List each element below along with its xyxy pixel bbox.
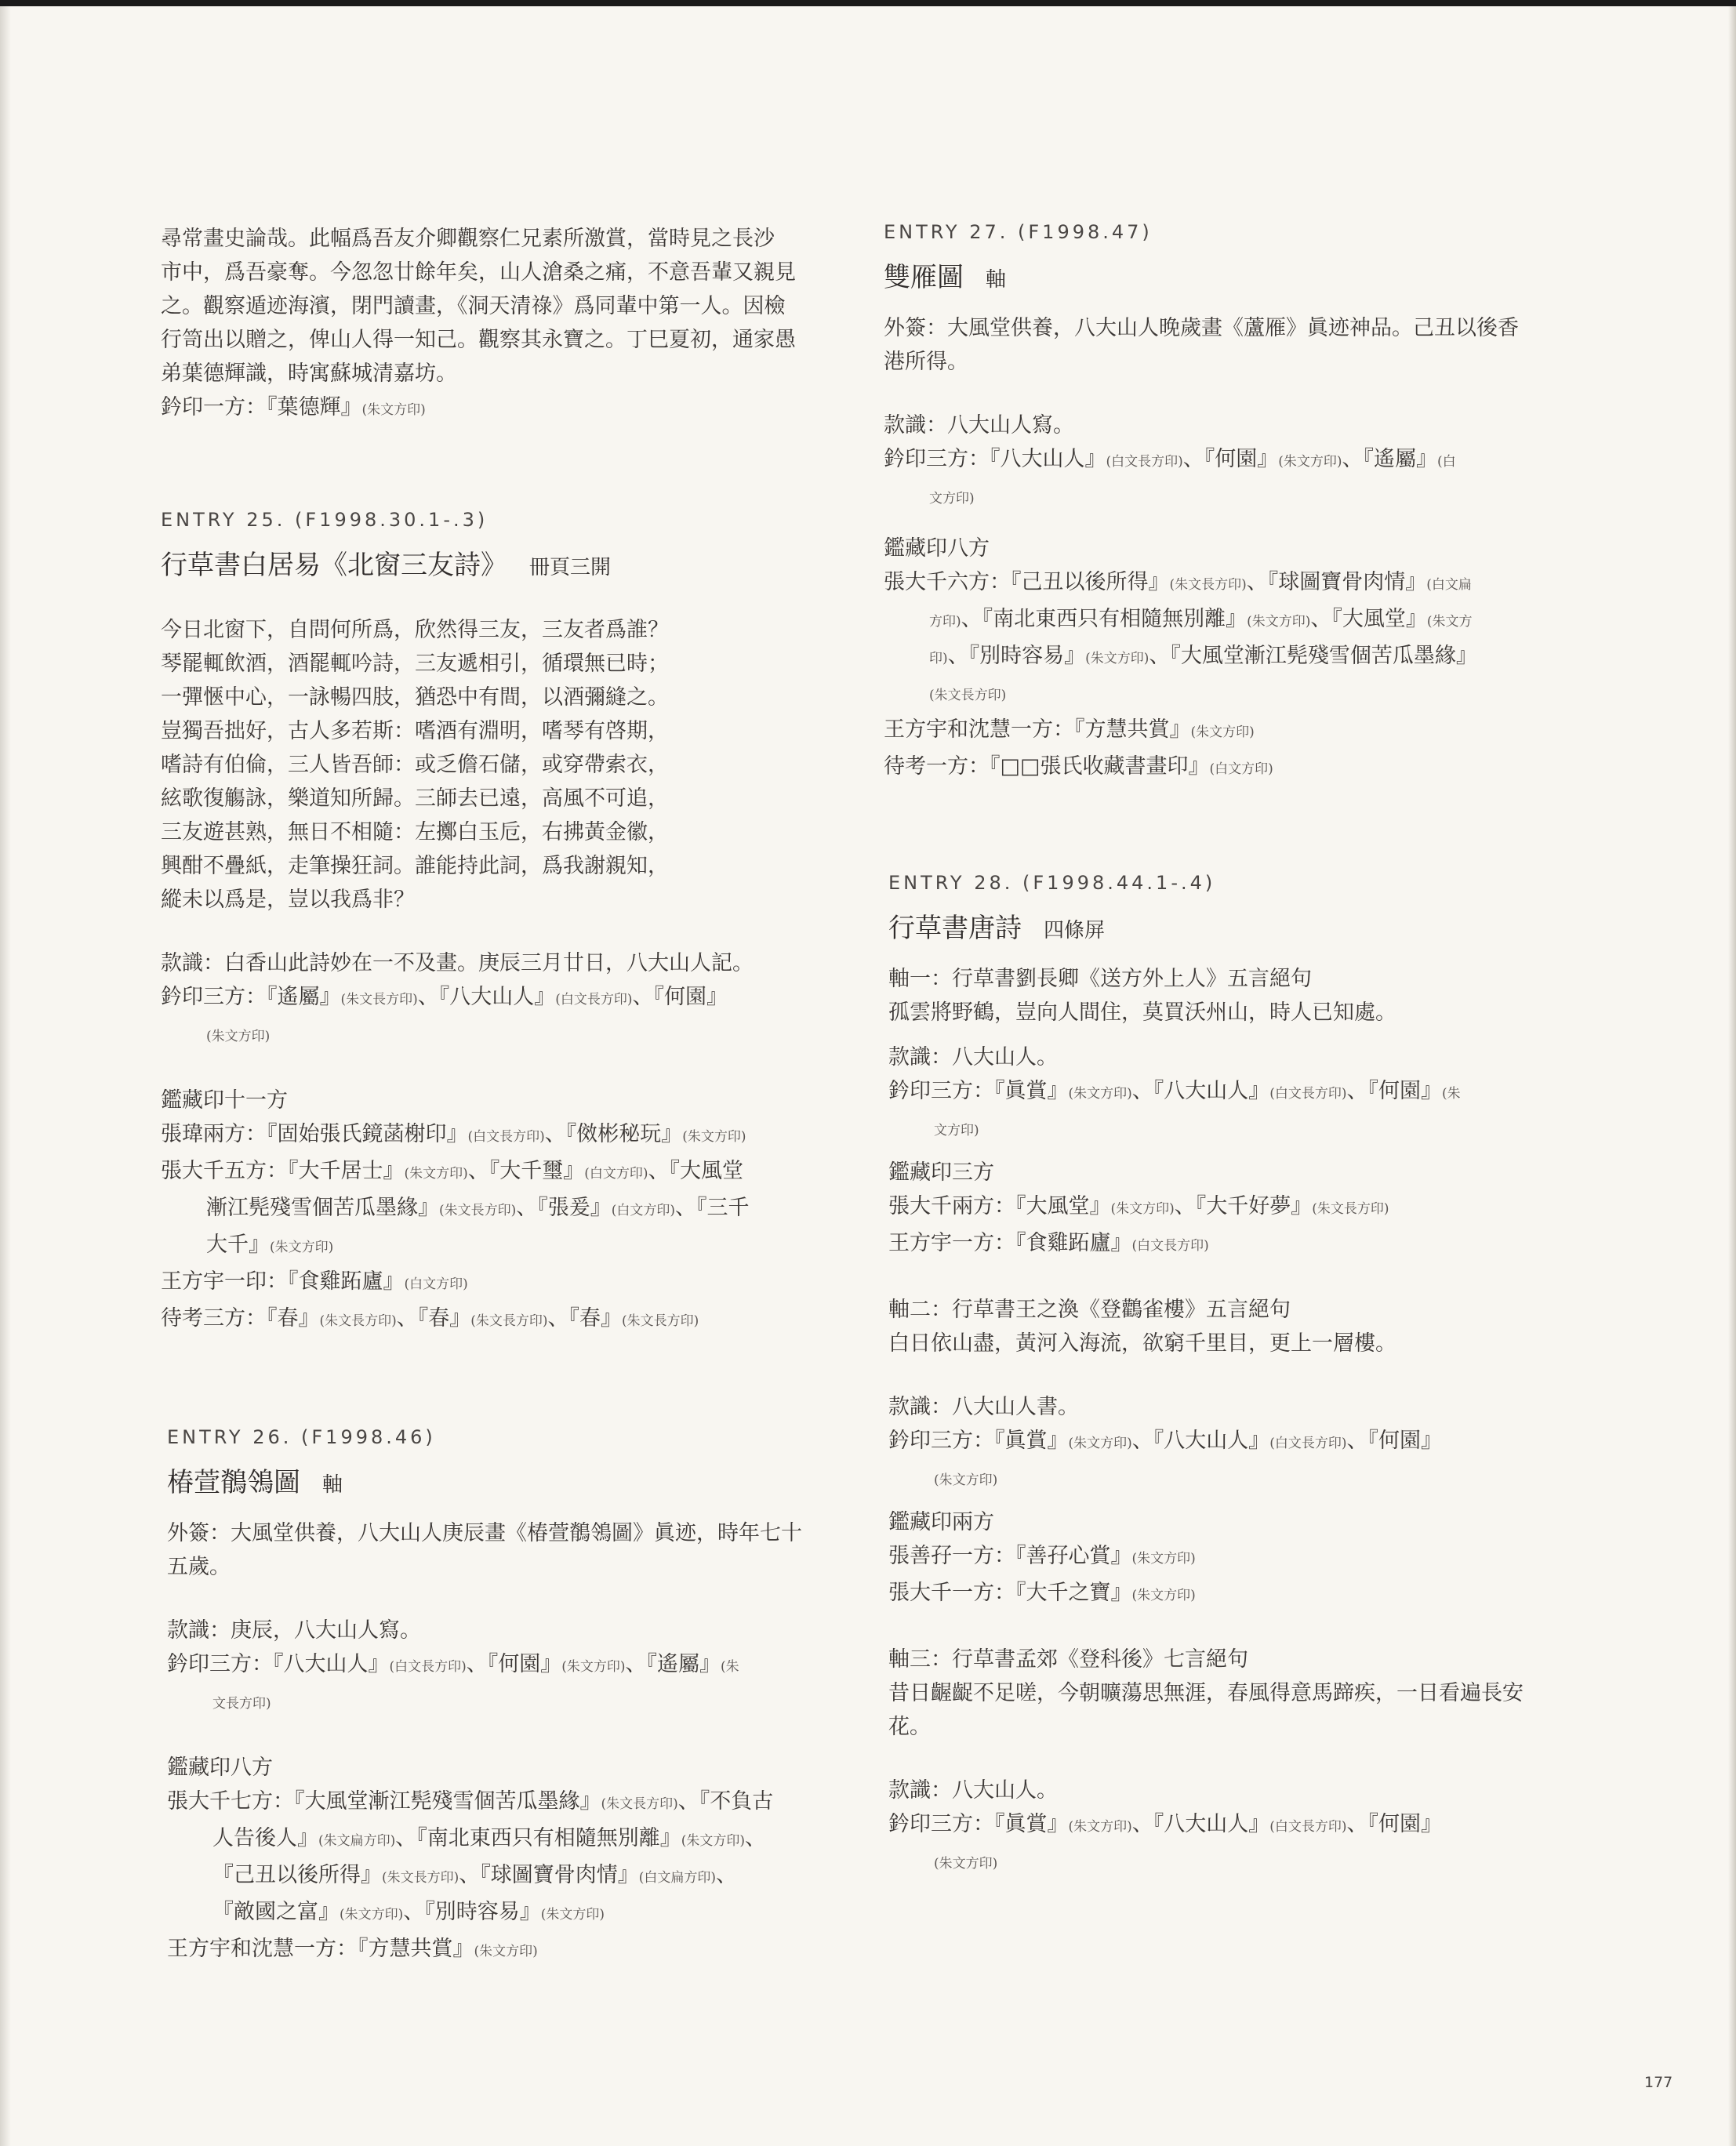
entry-title: 椿萱鶺鴒圖 軸	[167, 1467, 343, 1498]
seal-line: 鈐印三方：『遙屬』(朱文長方印)、『八大山人』(白文長方印)、『何園』	[161, 985, 728, 1009]
poem-line: 今日北窗下，自問何所爲，欣然得三友，三友者爲誰？	[161, 618, 669, 642]
text-line: 之。觀察遁迹海濱，閉門讀畫，《洞天清祿》爲同輩中第一人。因檢	[161, 294, 786, 318]
inscription: 款識：八大山人。	[888, 1778, 1058, 1803]
collector-line: 王方宇一印：『食雞跖廬』(白文方印)	[161, 1269, 468, 1294]
poem-line: 白日依山盡，黃河入海流，欲窮千里目，更上一層樓。	[888, 1331, 1396, 1356]
collector-line: 漸江髡殘雪個苦瓜墨緣』(朱文長方印)、『張爰』(白文方印)、『三千	[206, 1196, 750, 1220]
entry-title: 行草書白居易《北窗三友詩》 冊頁三開	[161, 550, 612, 581]
poem-line: 嗜詩有伯倫，三人皆吾師：或乏儋石儲，或穿帶索衣，	[161, 753, 669, 777]
entry-27	[884, 218, 1589, 786]
label-line: 港所得。	[884, 350, 968, 374]
inscription: 款識：八大山人寫。	[884, 413, 1074, 438]
poem-line: 花。	[888, 1715, 931, 1739]
entry-heading: ENTRY 25. (F1998.30.1-.3)	[161, 509, 488, 531]
collector-line: 張大千五方：『大千居士』(朱文方印)、『大千璽』(白文方印)、『大風堂	[161, 1159, 744, 1183]
entry-heading: ENTRY 27. (F1998.47)	[884, 221, 1153, 243]
entry-heading: ENTRY 28. (F1998.44.1-.4)	[888, 872, 1216, 894]
seal-line: 鈐印三方：『眞賞』(朱文方印)、『八大山人』(白文長方印)、『何園』	[888, 1812, 1443, 1836]
poem-line: 孤雲將野鶴，豈向人間住，莫買沃州山，時人已知處。	[888, 1000, 1396, 1025]
poem-line: 昔日齷齪不足嗟，今朝曠蕩思無涯，春風得意馬蹄疾，一日看遍長安	[888, 1681, 1524, 1705]
text-line: 市中，爲吾豪奪。今忽忽廿餘年矣，山人滄桑之痛，不意吾輩又親見	[161, 260, 796, 285]
seal-line: 鈐印三方：『八大山人』(白文長方印)、『何園』(朱文方印)、『遙屬』(白	[884, 447, 1456, 471]
poem-line: 豈獨吾拙好，古人多若斯：嗜酒有淵明，嗜琴有啓期，	[161, 719, 669, 743]
collector-line: 王方宇和沈慧一方：『方慧共賞』(朱文方印)	[884, 717, 1255, 742]
seal-line: 鈐印三方：『眞賞』(朱文方印)、『八大山人』(白文長方印)、『何園』	[888, 1429, 1443, 1453]
collector-line: 張善孖一方：『善孖心賞』(朱文方印)	[888, 1544, 1196, 1568]
top-edge	[0, 0, 1736, 6]
scroll-heading: 軸二：行草書王之渙《登鸛雀樓》五言絕句	[888, 1298, 1291, 1322]
label-line: 外簽：大風堂供養，八大山人庚辰畫《椿萱鶺鴒圖》眞迹，時年七十	[167, 1521, 802, 1545]
collector-line: (朱文長方印)	[929, 688, 1007, 703]
inscription: 款識：庚辰，八大山人寫。	[167, 1618, 421, 1643]
collector-line: 張大千七方：『大風堂漸江髡殘雪個苦瓜墨緣』(朱文長方印)、『不負古	[167, 1789, 774, 1814]
poem-line: 三友遊甚熟，無日不相隨：左擲白玉卮，右拂黃金徽，	[161, 820, 669, 844]
label-line: 外簽：大風堂供養，八大山人晚歲畫《蘆雁》眞迹神品。己丑以後香	[884, 316, 1519, 340]
scroll-heading: 軸一：行草書劉長卿《送方外上人》五言絕句	[888, 967, 1312, 991]
collector-line: 人告後人』(朱文扁方印)、『南北東西只有相隨無別離』(朱文方印)、	[212, 1826, 767, 1850]
collector-heading: 鑑藏印十一方	[161, 1088, 288, 1113]
text-line: 行笥出以贈之，俾山人得一知己。觀察其永寶之。丁巳夏初，通家愚	[161, 328, 796, 352]
inscription: 款識：白香山此詩妙在一不及畫。庚辰三月廿日，八大山人記。	[161, 951, 754, 975]
entry-title: 行草書唐詩 四條屏	[888, 913, 1106, 944]
collector-line: 張大千六方：『己丑以後所得』(朱文長方印)、『球圖寶骨肉情』(白文扁	[884, 570, 1472, 594]
collector-line: 王方宇一方：『食雞跖廬』(白文長方印)	[888, 1231, 1209, 1255]
collector-line: 方印)、『南北東西只有相隨無別離』(朱文方印)、『大風堂』(朱文方	[929, 607, 1473, 631]
collector-line: 『己丑以後所得』(朱文長方印)、『球圖寶骨肉情』(白文扁方印)、	[212, 1863, 738, 1887]
collector-line: 待考一方：『□□張氏收藏書畫印』(白文方印)	[884, 754, 1273, 779]
entry-title: 雙雁圖 軸	[884, 262, 1007, 293]
intro-text	[161, 222, 866, 427]
inscription: 款識：八大山人。	[888, 1045, 1058, 1069]
poem-line: 一彈愜中心，一詠暢四肢，猶恐中有間，以酒彌縫之。	[161, 685, 669, 710]
collector-line: 『敵國之富』(朱文方印)、『別時容易』(朱文方印)	[212, 1900, 605, 1924]
inscription: 款識：八大山人書。	[888, 1395, 1079, 1419]
label-line: 五歲。	[167, 1555, 231, 1579]
entry-25	[161, 506, 866, 1338]
seal-line: 文長方印)	[212, 1696, 271, 1712]
entry-28	[888, 869, 1594, 1881]
page-number: 177	[1644, 2074, 1673, 2091]
seal-line: (朱文方印)	[206, 1029, 271, 1044]
collector-heading: 鑑藏印三方	[888, 1160, 994, 1185]
poem-line: 縱未以爲是，豈以我爲非？	[161, 888, 415, 912]
poem-line: 興酣不疊紙，走筆操狂詞。誰能持此詞，爲我謝親知，	[161, 854, 669, 878]
collector-heading: 鑑藏印八方	[884, 536, 990, 561]
collector-line: 大千』(朱文方印)	[206, 1233, 334, 1257]
seal-line: 文方印)	[934, 1123, 979, 1138]
collector-line: 王方宇和沈慧一方：『方慧共賞』(朱文方印)	[167, 1937, 538, 1961]
poem-line: 琴罷輒飲酒，酒罷輒吟詩，三友遞相引，循環無已時；	[161, 652, 669, 676]
text-line: 弟葉德輝識，時寓蘇城清嘉坊。	[161, 361, 457, 386]
collector-line: 張大千兩方：『大風堂』(朱文方印)、『大千好夢』(朱文長方印)	[888, 1194, 1389, 1218]
collector-heading: 鑑藏印兩方	[888, 1510, 994, 1534]
collector-line: 張瑋兩方：『固始張氏鏡菡榭印』(白文長方印)、『傚彬秘玩』(朱文方印)	[161, 1122, 746, 1146]
collector-heading: 鑑藏印八方	[167, 1756, 273, 1780]
seal-line: (朱文方印)	[934, 1856, 998, 1872]
poem-line: 絃歌復觴詠，樂道知所歸。三師去已遠，高風不可追，	[161, 786, 669, 811]
entry-heading: ENTRY 26. (F1998.46)	[167, 1426, 436, 1448]
scroll-heading: 軸三：行草書孟郊《登科後》七言絕句	[888, 1647, 1248, 1672]
book-gutter	[0, 6, 11, 2146]
page-edge	[1728, 6, 1736, 2146]
seal-line: 鈐印三方：『八大山人』(白文長方印)、『何園』(朱文方印)、『遙屬』(朱	[167, 1652, 739, 1676]
text-line: 尋常畫史論哉。此幅爲吾友介卿觀察仁兄素所激賞，當時見之長沙	[161, 227, 775, 251]
seal-line: 文方印)	[929, 491, 975, 507]
left-column	[161, 222, 866, 427]
collector-line: 印)、『別時容易』(朱文方印)、『大風堂漸江髡殘雪個苦瓜墨緣』	[929, 644, 1477, 668]
collector-line: 張大千一方：『大千之寶』(朱文方印)	[888, 1581, 1196, 1605]
seal-line: (朱文方印)	[934, 1472, 998, 1488]
seal-line: 鈐印一方：『葉德輝』(朱文方印)	[161, 395, 426, 419]
collector-line: 待考三方：『春』(朱文長方印)、『春』(朱文長方印)、『春』(朱文長方印)	[161, 1306, 699, 1331]
entry-26	[167, 1423, 873, 1969]
seal-line: 鈐印三方：『眞賞』(朱文方印)、『八大山人』(白文長方印)、『何園』(朱	[888, 1079, 1461, 1103]
